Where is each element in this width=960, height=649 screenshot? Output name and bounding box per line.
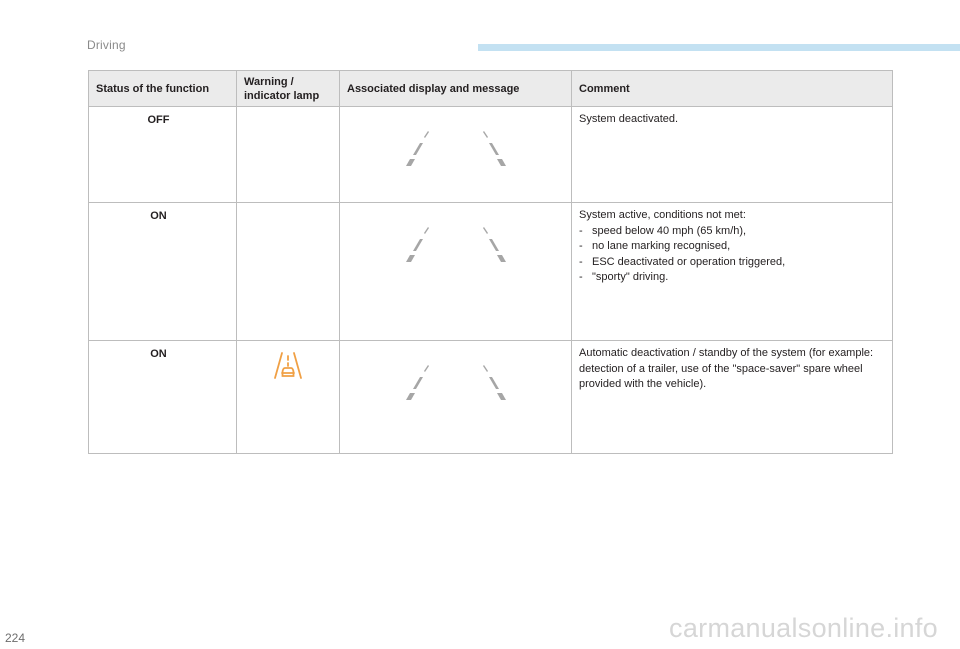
- list-item: - ESC deactivated or operation triggered,: [579, 255, 884, 271]
- lamp-cell: [237, 341, 340, 454]
- comment-text: System deactivated.: [579, 113, 679, 125]
- list-item: - "sporty" driving.: [579, 270, 884, 286]
- lane-departure-warning-lamp-icon: [273, 351, 303, 381]
- lamp-cell: [237, 107, 340, 203]
- lane-lines-icon: [406, 226, 506, 262]
- status-cell: OFF: [89, 107, 237, 203]
- table-row: [89, 341, 893, 454]
- table-header-row: [89, 71, 893, 107]
- condition-list: [579, 224, 884, 286]
- list-item: - no lane marking recognised,: [579, 239, 884, 255]
- display-cell: [340, 107, 572, 203]
- status-cell: ON: [89, 341, 237, 454]
- comment-text: Automatic deactivation / standby of the system (for example: detection of a trailer, use of the "space-saver" spare wheel provided with the vehicle).: [579, 347, 874, 390]
- lamp-cell: [237, 203, 340, 341]
- comment-text: System active, conditions not met:: [579, 209, 746, 221]
- column-header-lamp: Warning / indicator lamp: [237, 71, 340, 107]
- column-header-status: Status of the function: [89, 71, 237, 107]
- watermark: carmanualsonline.info: [669, 613, 938, 643]
- section-title: Driving: [87, 38, 126, 52]
- lane-lines-icon: [406, 364, 506, 400]
- column-header-comment: Comment: [572, 71, 893, 107]
- lane-lines-icon: [406, 130, 506, 166]
- column-header-display: Associated display and message: [340, 71, 572, 107]
- section-accent-bar: [478, 44, 960, 51]
- status-cell: ON: [89, 203, 237, 341]
- table-row: [89, 203, 893, 341]
- comment-cell: [572, 107, 893, 203]
- display-cell: [340, 341, 572, 454]
- table-row: [89, 107, 893, 203]
- status-table: [88, 70, 893, 454]
- comment-cell: [572, 341, 893, 454]
- display-cell: [340, 203, 572, 341]
- page-number: 224: [5, 631, 26, 645]
- comment-cell: [572, 203, 893, 341]
- list-item: - speed below 40 mph (65 km/h),: [579, 224, 884, 240]
